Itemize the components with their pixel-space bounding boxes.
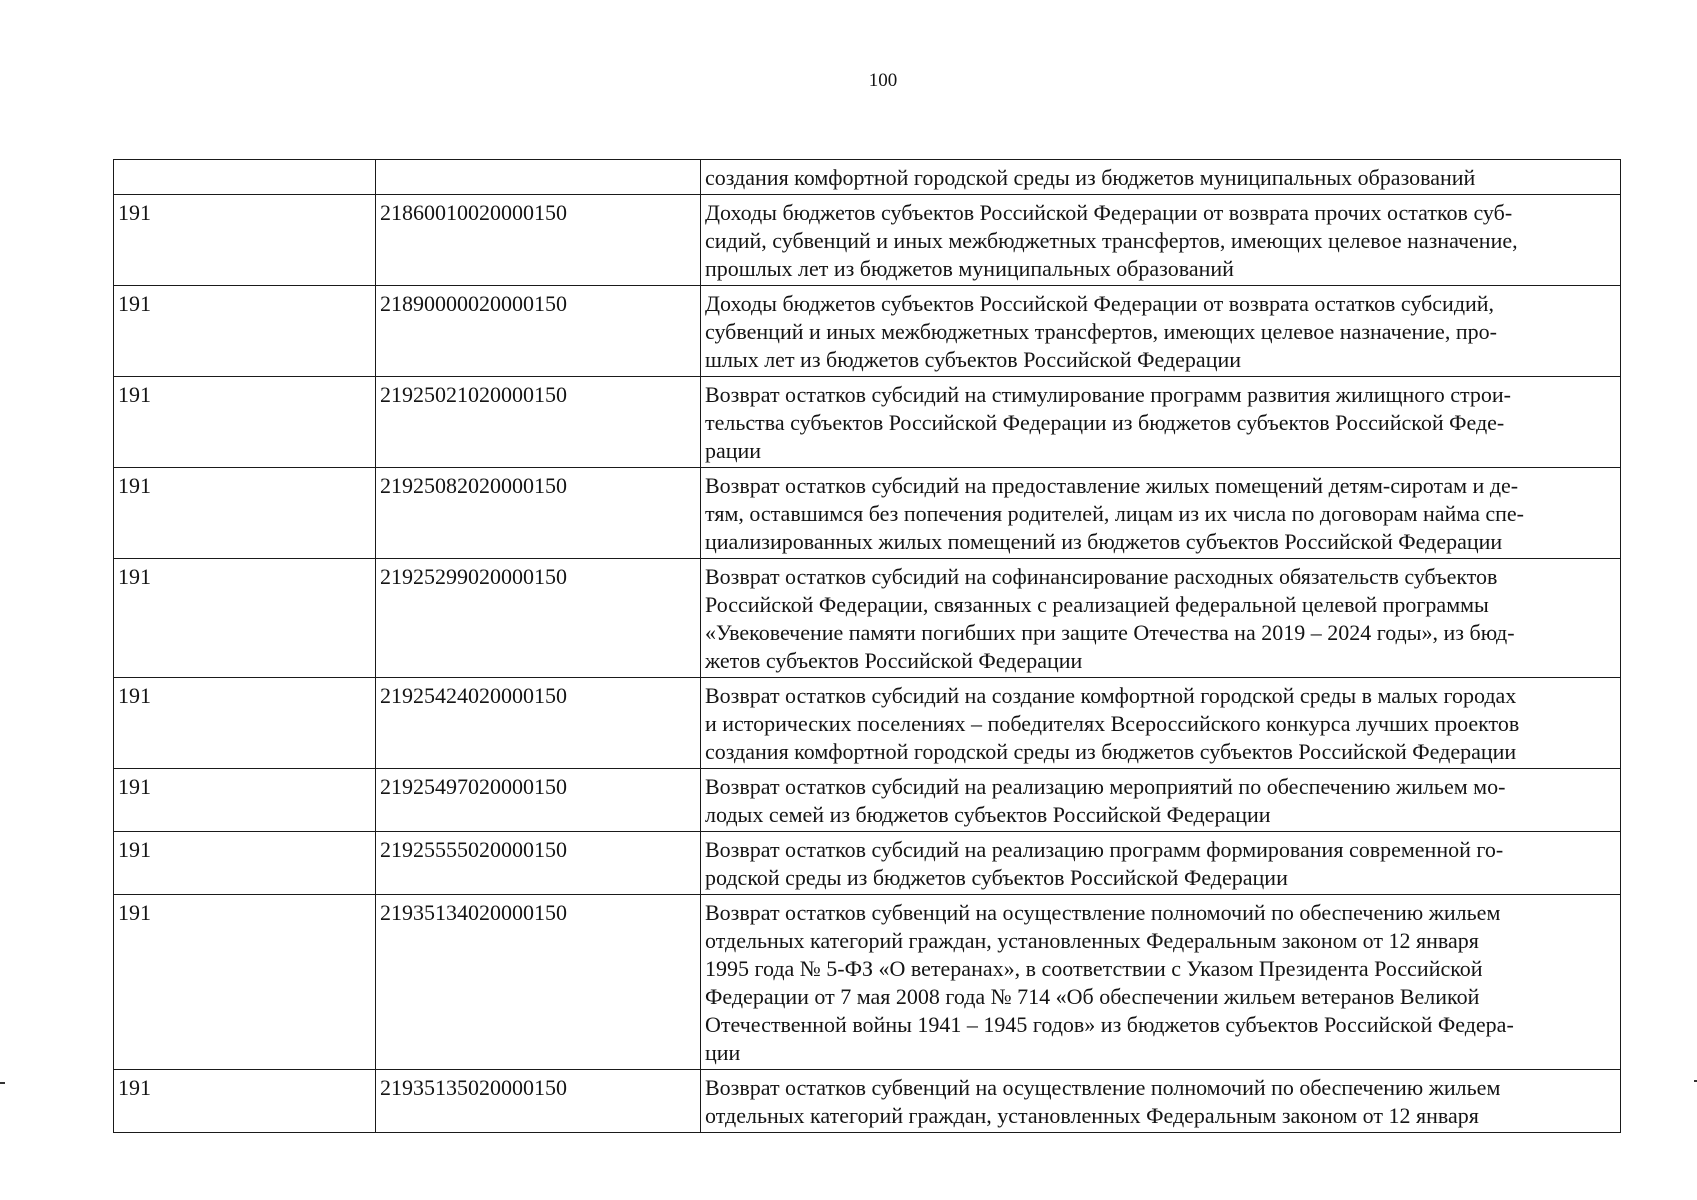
description-line: «Увековечение памяти погибших при защите Отечества на 2019 – 2024 годы», из бюд-	[705, 620, 1515, 645]
description-line: родской среды из бюджетов субъектов Российской Федерации	[705, 865, 1288, 890]
description-cell	[701, 895, 1621, 1070]
description-line: Возврат остатков субсидий на реализацию программ формирования современной го-	[705, 837, 1504, 862]
table-row	[114, 195, 1621, 286]
description-line: отдельных категорий граждан, установленных Федеральным законом от 12 января	[705, 1103, 1479, 1128]
description-cell	[701, 1070, 1621, 1133]
scan-mark	[0, 1082, 5, 1084]
description-line: субвенций и иных межбюджетных трансфертов, имеющих целевое назначение, про-	[705, 319, 1497, 344]
description-cell	[701, 769, 1621, 832]
budget-classification-code-cell	[376, 160, 701, 195]
admin-code-cell: 191	[114, 468, 376, 559]
budget-classification-code-cell: 21890000020000150	[376, 286, 701, 377]
description-line: Возврат остатков субсидий на предоставление жилых помещений детям-сиротам и де-	[705, 473, 1519, 498]
admin-code-cell: 191	[114, 895, 376, 1070]
admin-code-cell: 191	[114, 286, 376, 377]
admin-code-cell: 191	[114, 1070, 376, 1133]
description-line: Возврат остатков субвенций на осуществление полномочий по обеспечению жильем	[705, 1075, 1501, 1100]
budget-classification-code-cell: 21935135020000150	[376, 1070, 701, 1133]
description-cell	[701, 286, 1621, 377]
description-line: ции	[705, 1040, 741, 1065]
description-line: Возврат остатков субсидий на создание комфортной городской среды в малых городах	[705, 683, 1517, 708]
table-row	[114, 377, 1621, 468]
description-line: сидий, субвенций и иных межбюджетных трансфертов, имеющих целевое назначение,	[705, 228, 1518, 253]
table-row	[114, 769, 1621, 832]
budget-classification-code-cell: 21935134020000150	[376, 895, 701, 1070]
table-body	[114, 160, 1621, 1133]
description-line: Возврат остатков субсидий на софинансирование расходных обязательств субъектов	[705, 564, 1498, 589]
description-cell	[701, 160, 1621, 195]
table-row	[114, 160, 1621, 195]
description-line: отдельных категорий граждан, установленных Федеральным законом от 12 января	[705, 928, 1479, 953]
description-cell	[701, 468, 1621, 559]
description-line: жетов субъектов Российской Федерации	[705, 648, 1083, 673]
description-cell	[701, 377, 1621, 468]
description-line: создания комфортной городской среды из бюджетов субъектов Российской Федерации	[705, 739, 1517, 764]
table-row	[114, 895, 1621, 1070]
description-line: рации	[705, 438, 762, 463]
description-line: Федерации от 7 мая 2008 года № 714 «Об обеспечении жильем ветеранов Великой	[705, 984, 1480, 1009]
description-line: шлых лет из бюджетов субъектов Российской Федерации	[705, 347, 1242, 372]
admin-code-cell: 191	[114, 377, 376, 468]
admin-code-cell: 191	[114, 678, 376, 769]
table-row	[114, 832, 1621, 895]
budget-codes-table	[113, 159, 1621, 1133]
description-cell	[701, 832, 1621, 895]
table-row	[114, 468, 1621, 559]
description-line: Возврат остатков субсидий на стимулирование программ развития жилищного строи-	[705, 382, 1511, 407]
admin-code-cell	[114, 160, 376, 195]
description-line: тям, оставшимся без попечения родителей, лицам из их числа по договорам найма спе-	[705, 501, 1524, 526]
description-line: Возврат остатков субсидий на реализацию мероприятий по обеспечению жильем мо-	[705, 774, 1506, 799]
budget-classification-code-cell: 21925497020000150	[376, 769, 701, 832]
description-line: лодых семей из бюджетов субъектов Российской Федерации	[705, 802, 1271, 827]
table-row	[114, 1070, 1621, 1133]
description-cell	[701, 559, 1621, 678]
description-line: прошлых лет из бюджетов муниципальных образований	[705, 256, 1234, 281]
admin-code-cell: 191	[114, 195, 376, 286]
admin-code-cell: 191	[114, 769, 376, 832]
page-number: 100	[868, 70, 898, 91]
description-line: создания комфортной городской среды из бюджетов муниципальных образований	[705, 165, 1476, 190]
description-line: Отечественной войны 1941 – 1945 годов» из бюджетов субъектов Российской Федера-	[705, 1012, 1514, 1037]
description-line: тельства субъектов Российской Федерации из бюджетов субъектов Российской Феде-	[705, 410, 1505, 435]
description-line: Российской Федерации, связанных с реализацией федеральной целевой программы	[705, 592, 1489, 617]
description-cell	[701, 678, 1621, 769]
budget-classification-code-cell: 21925082020000150	[376, 468, 701, 559]
budget-classification-code-cell: 21925299020000150	[376, 559, 701, 678]
budget-classification-code-cell: 21860010020000150	[376, 195, 701, 286]
description-cell	[701, 195, 1621, 286]
budget-classification-code-cell: 21925424020000150	[376, 678, 701, 769]
description-line: Доходы бюджетов субъектов Российской Федерации от возврата прочих остатков суб-	[705, 200, 1513, 225]
budget-classification-code-cell: 21925021020000150	[376, 377, 701, 468]
description-line: Доходы бюджетов субъектов Российской Федерации от возврата остатков субсидий,	[705, 291, 1495, 316]
admin-code-cell: 191	[114, 559, 376, 678]
table-row	[114, 678, 1621, 769]
admin-code-cell: 191	[114, 832, 376, 895]
description-line: Возврат остатков субвенций на осуществление полномочий по обеспечению жильем	[705, 900, 1501, 925]
budget-classification-code-cell: 21925555020000150	[376, 832, 701, 895]
table-row	[114, 559, 1621, 678]
description-line: и исторических поселениях – победителях Всероссийского конкурса лучших проектов	[705, 711, 1520, 736]
table-row	[114, 286, 1621, 377]
description-line: циализированных жилых помещений из бюджетов субъектов Российской Федерации	[705, 529, 1503, 554]
description-line: 1995 года № 5-ФЗ «О ветеранах», в соответствии с Указом Президента Российской	[705, 956, 1483, 981]
